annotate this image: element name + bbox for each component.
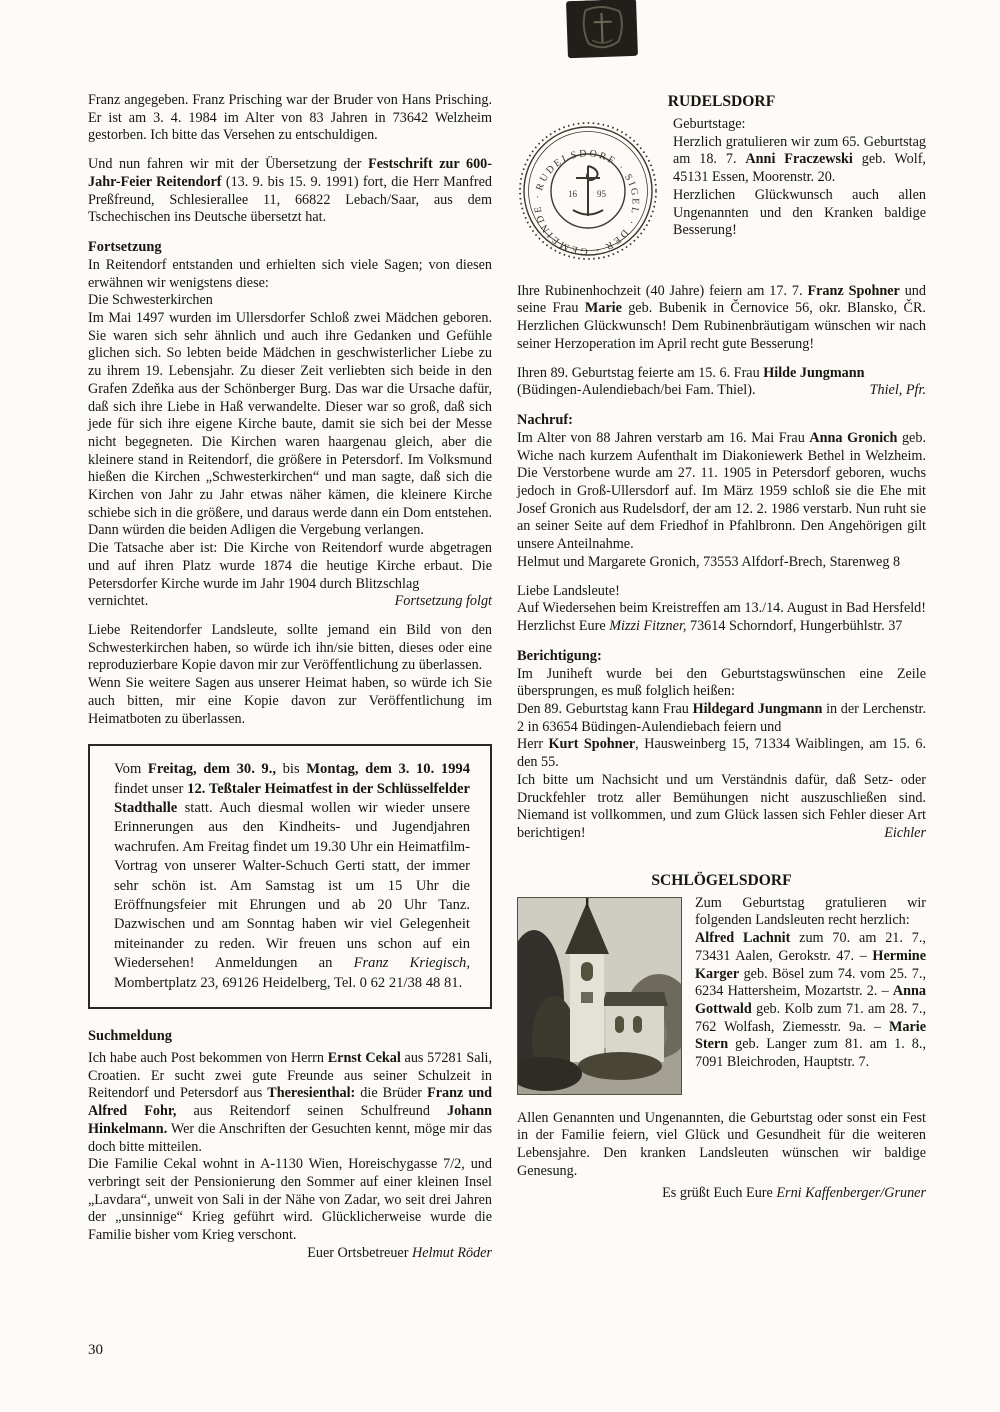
heimatfest-box-text: Vom Freitag, dem 30. 9., bis Montag, dem 3. 10. 1994 findet unser 12. Teßtaler Heimatfest in der Schlüsselfelder Stadthalle statt. Auch diesmal wollen wir wieder unsere Erinnerungen aus den Kindheits- und Jugendjahren wachrufen. Am Freitag findet um 19.30 Uhr ein Heimatfilm-Vortrag von unserer Walter-Schuch Gerti statt, der immer sehr schön ist. Am Samstag ist um 15 Uhr die Eröffnungsfeier mit Ehrungen und ab 20 Uhr Tanz. Dazwischen und am Sonntag haben wir viel Gelegenheit miteinander zu reden. Wir freuen uns schon auf ein Wiedersehen! Anmeldungen an Franz Kriegisch, Mombertplatz 23, 69126 Heidelberg, Tel. 0 62 21/38 48 81. (114, 761, 471, 991)
heading-schloegelsdorf: SCHLÖGELSDORF (651, 871, 792, 889)
left-signoff: Euer Ortsbetreuer Helmut Röder (307, 1244, 492, 1261)
right-signoff: Es grüßt Euch Eure Erni Kaffenberger/Gruner (662, 1184, 926, 1201)
geburtstage-label: Geburtstage: (673, 116, 746, 132)
paragraph-festschrift: Und nun fahren wir mit der Übersetzung der Festschrift zur 600-Jahr-Feier Reitendorf (13. 9. bis 15. 9. 1991) fort, die Herr Manfred Preßfreund, Schlesierallee 11, 66822 Lebach/Saar, aus dem Tschechischen ins Deutsche übersetzt hat. (88, 156, 492, 226)
fortsetzung-folgt-label: Fortsetzung folgt (394, 593, 492, 610)
tatsache-last-line (88, 593, 492, 611)
paragraph-nachruf: Im Alter von 88 Jahren verstarb am 16. Mai Frau Anna Gronich geb. Wiche nach kurzem Aufenthalt im Diakoniewerk Bethel in Welzheim. Die Verstorbene wurde am 27. 11. 1905 in Petersdorf geboren, wuchs jedoch in Groß-Ullersdorf auf. Im März 1959 schloß sie die Ehe mit Josef Gronich aus Rudelsdorf, der am 12. 2. 1986 verstarb. Nun ruht sie an seiner Seite auf dem Friedhof in Pfahlbronn. Den Angehörigen gilt unsere Anteilnahme. (517, 429, 926, 553)
tatsache-tail-left: vernichtet. (88, 593, 149, 610)
paragraph-anni-fraczewski: Herzlich gratulieren wir zum 65. Geburtstag am 18. 7. Anni Fraczewski geb. Wolf, 45131 Essen, Moorenstr. 20. (673, 133, 926, 186)
left-column (88, 92, 492, 1263)
right-column (517, 92, 926, 1202)
seal-date-left: 16 (568, 189, 577, 199)
svg-text:RUDELSDORF · SIGEL · DER · GEM (532, 148, 640, 256)
ink-stamp-graphic (565, 0, 639, 59)
seal-ring-text: RUDELSDORF · SIGEL · DER · GEMEINDE · (532, 148, 641, 257)
paragraph-wiedersehen: Auf Wiedersehen beim Kreistreffen am 13./14. August in Bad Hersfeld! Herzlichst Eure Mizzi Fitzner, 73614 Schorndorf, Hungerbühlstr. 37 (517, 600, 926, 634)
rudelsdorf-intro-text (673, 116, 926, 240)
line-schwesterkirchen-title: Die Schwesterkirchen (88, 292, 213, 309)
paragraph-sagen-intro: In Reitendorf entstanden und erhielten sich viele Sagen; von diesen erwähnen wir wenigstens diese: (88, 256, 492, 291)
paragraph-prisching: Franz angegeben. Franz Prisching war der Bruder von Hans Prisching. Er ist am 3. 4. 1984 im Alter von 83 Jahren in 73642 Welzheim gestorben. Ich bitte das Versehen zu entschuldigen. (88, 92, 492, 144)
line-liebe-landsleute: Liebe Landsleute! (517, 582, 620, 599)
rudelsdorf-intro-row (517, 116, 926, 272)
paragraph-bild-bitte: Liebe Reitendorfer Landsleute, sollte jemand ein Bild von den Schwesterkirchen haben, so würde ich ihn/sie bitten, dieses oder eine reproduzierbare Kopie davon mir zur Veröffentlichung zu überlassen. (88, 621, 492, 674)
paragraph-familie-cekal: Die Familie Cekal wohnt in A-1130 Wien, Horeischygasse 7/2, und verbringt seit der Pensionierung den Sommer auf einer kleinen Insel „Lavdara“, unweit von Sali in der Nähe von Zadar, wo seit drei Jahren der „unsinnige“ Krieg geführt wird. Glücklicherweise wurde die Familie bisher vom Krieg verschont. (88, 1156, 492, 1244)
church-photo (517, 897, 682, 1095)
heading-nachruf: Nachruf: (517, 411, 573, 428)
rudelsdorf-seal (517, 120, 659, 268)
paragraph-gronich-adresse: Helmut und Margarete Gronich, 73553 Alfdorf-Brech, Starenweg 8 (517, 553, 901, 570)
paragraph-rubinenhochzeit: Ihre Rubinenhochzeit (40 Jahre) feiern am 17. 7. Franz Spohner und seine Frau Marie geb. Bubenik in Černovice 56, okr. Blansko, ČR. Herzlichen Glückwunsch! Dem Rubinenbräutigam wünschen wir nach seiner Herzoperation im April recht gute Besserung! (517, 282, 926, 352)
paragraph-weitere-sagen: Wenn Sie weitere Sagen aus unserer Heimat haben, so würde ich Sie auch bitten, mir eine Kopie davon zur Veröffentlichung im Heimatboten zu überlassen. (88, 675, 492, 727)
hilde-last-line (517, 382, 926, 400)
paragraph-legend: Im Mai 1497 wurden im Ullersdorfer Schloß zwei Mädchen geboren. Sie waren sich sehr ähnlich und auch ihre Gedanken und Gefühle glichen sich. So lebten beide Mädchen in geschwisterlicher Liebe zu zu ihrem 19. Lebensjahr. Zu dieser Zeit verliebten sich beide in den Grafen Zdeňka aus der Schönberger Burg. Das war die Ursache dafür, daß sich ihre Liebe in Haß verwandelte. Dieser war so groß, daß sich jede für sich ihre eigene Kirche baute, damit sie sich bei der Messe nicht begegneten. Die Kirchen waren haargenau gleich, aber die kleinere stand in Reitendorf, die größere in Petersdorf. Im Volksmund hießen die Kirchen „Schwesterkirchen“ und man sagte, daß sich die Kirchen von Jahr zu Jahr etwas näher kämen, die kleinere Kirche schiebe sich in die größere, und daraus werde dann ein Dom entstehen. Dann würden die beiden Adligen die Vergebung verlangen. (88, 310, 492, 539)
page-number: 30 (88, 1342, 103, 1358)
paragraph-cekal: Ich habe auch Post bekommen von Herrn Ernst Cekal aus 57281 Sali, Croatien. Er sucht zwei gute Freunde aus seiner Schulzeit in Reitendorf und Petersdorf aus Theresienthal: die Brüder Franz und Alfred Fohr, aus Reitendorf seinen Schulfreund Johann Hinkelmann. Wer die Anschriften der Gesuchten kennt, möge mir das doch bitte mitteilen. (88, 1050, 492, 1155)
church-photo-graphic (518, 898, 681, 1094)
paragraph-berichtigung-3: Herr Kurt Spohner, Hausweinberg 15, 71334 Waiblingen, am 15. 6. den 55. (517, 736, 926, 771)
paragraph-hilde-jungmann: Ihren 89. Geburtstag feierte am 15. 6. Frau Hilde Jungmann (517, 364, 865, 381)
paragraph-schloegelsdorf-liste: Alfred Lachnit zum 70. am 21. 7., 73431 Aalen, Gerokstr. 47. – Hermine Karger geb. Bösel zum 74. vom 25. 7., 6234 Hattersheim, Mozartstr. 2. – Anna Gottwald geb. Kolb zum 71. am 28. 7., 762 Wolfash, Ziemesstr. 9a. – Marie Stern geb. Langer zum 81. am 1. 8., 7091 Bleichroden, Hauptstr. 7. (695, 930, 926, 1071)
paragraph-schloegelsdorf-intro: Zum Geburtstag gratulieren wir folgenden Landsleuten recht herzlich: (695, 894, 926, 929)
hilde-tail-left: (Büdingen-Aulendiebach/bei Fam. Thiel). (517, 382, 756, 399)
thiel-signature: Thiel, Pfr. (869, 382, 926, 399)
heimatfest-announcement-box (88, 744, 492, 1009)
paragraph-berichtigung-2: Den 89. Geburtstag kann Frau Hildegard Jungmann in der Lerchenstr. 2 in 63654 Büdingen-Aulendiebach feiern und (517, 701, 926, 735)
ink-stamp (565, 0, 639, 59)
paragraph-allen-genannten: Allen Genannten und Ungenannten, die Geburtstag oder sonst ein Fest in der Familie feiern, viel Glück und Gesundheit für die weiteren Lebensjahre. Den kranken Landsleuten wünschen wir baldige Genesung. (517, 1109, 926, 1179)
paragraph-berichtigung-4: Eichler Ich bitte um Nachsicht und um Verständnis dafür, daß Setz- oder Druckfehler trotz aller Bemühungen nicht auszuschließen sind. Niemand ist vollkommen, und zum Glück lassen sich Fehler dieser Art berichtigen! (517, 771, 926, 841)
paragraph-tatsache: Die Tatsache aber ist: Die Kirche von Reitendorf wurde abgetragen und auf ihren Platz wurde 1874 die heutige Kirche erbaut. Die Petersdorfer Kirche wurde im Jahr 1904 durch Blitzschlag (88, 540, 492, 592)
rudelsdorf-seal-graphic (517, 120, 659, 262)
paragraph-berichtigung-1: Im Juniheft wurde bei den Geburtstagswünschen eine Zeile übersprungen, es muß folglich heißen: (517, 665, 926, 700)
schloegelsdorf-text (695, 895, 926, 1072)
heading-berichtigung: Berichtigung: (517, 647, 602, 664)
eichler-signature: Eichler (884, 824, 926, 841)
heading-rudelsdorf: RUDELSDORF (667, 93, 776, 110)
paragraph-glueckwunsch: Herzlichen Glückwunsch auch allen Ungenannten und den Kranken baldige Besserung! (673, 186, 926, 239)
schloegelsdorf-row (517, 895, 926, 1099)
seal-date-right: 95 (597, 189, 606, 199)
heading-fortsetzung: Fortsetzung (88, 238, 162, 255)
heading-suchmeldung: Suchmeldung (88, 1028, 172, 1045)
